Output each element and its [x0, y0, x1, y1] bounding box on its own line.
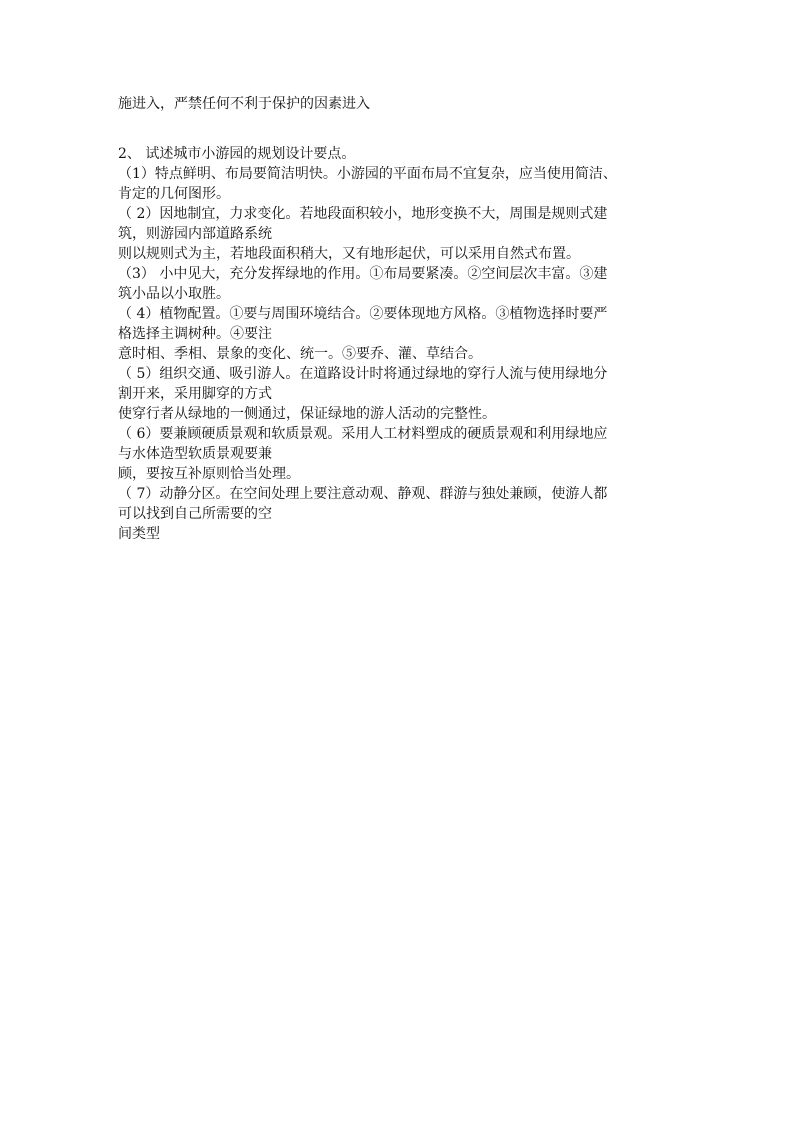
- point-6-line-2: 与水体造型软质景观要兼: [118, 446, 272, 462]
- paragraph-gap: [118, 114, 688, 144]
- point-2-line-1: （ 2）因地制宜，力求变化。若地段面积较小，地形变换不大，周围是规则式建: [118, 206, 608, 222]
- point-6-line-1: （ 6）要兼顾硬质景观和软质景观。采用人工材料塑成的硬质景观和利用绿地应: [118, 426, 608, 442]
- question-heading: 2、 试述城市小游园的规划设计要点。: [118, 146, 356, 162]
- point-5-line-1: （ 5）组织交通、吸引游人。在道路设计时将通过绿地的穿行人流与使用绿地分: [118, 366, 608, 382]
- point-7-line-3: 间类型: [118, 526, 160, 542]
- point-3-line-2: 筑小品以小取胜。: [118, 286, 230, 302]
- point-4-line-1: （ 4）植物配置。①要与周围环境结合。②要体现地方风格。③植物选择时要严: [118, 306, 608, 322]
- point-5-line-3: 使穿行者从绿地的一侧通过，保证绿地的游人活动的完整性。: [118, 406, 496, 422]
- point-4-line-2: 格选择主调树种。④要注: [118, 326, 272, 342]
- point-2-line-2: 筑，则游园内部道路系统: [118, 226, 272, 242]
- point-7-line-2: 可以找到自己所需要的空: [118, 506, 272, 522]
- point-7-line-1: （ 7）动静分区。在空间处理上要注意动观、静观、群游与独处兼顾，使游人都: [118, 486, 608, 502]
- point-1-line-2: 肯定的几何图形。: [118, 186, 230, 202]
- point-3-line-1: （3） 小中见大，充分发挥绿地的作用。①布局要紧凑。②空间层次丰富。③建: [118, 266, 608, 282]
- document-body: [118, 94, 688, 544]
- point-4-line-3: 意时相、季相、景象的变化、统一。⑤要乔、灌、草结合。: [118, 346, 482, 362]
- point-5-line-2: 割开来，采用脚穿的方式: [118, 386, 272, 402]
- point-1-line-1: （1）特点鲜明、布局要简洁明快。小游园的平面布局不宜复杂，应当使用简洁、: [118, 166, 617, 182]
- point-2-line-3: 则以规则式为主，若地段面积稍大，又有地形起伏，可以采用自然式布置。: [118, 246, 580, 262]
- text-line-intro: 施进入，严禁任何不利于保护的因素进入: [118, 96, 370, 112]
- point-6-line-3: 顾，要按互补原则恰当处理。: [118, 466, 300, 482]
